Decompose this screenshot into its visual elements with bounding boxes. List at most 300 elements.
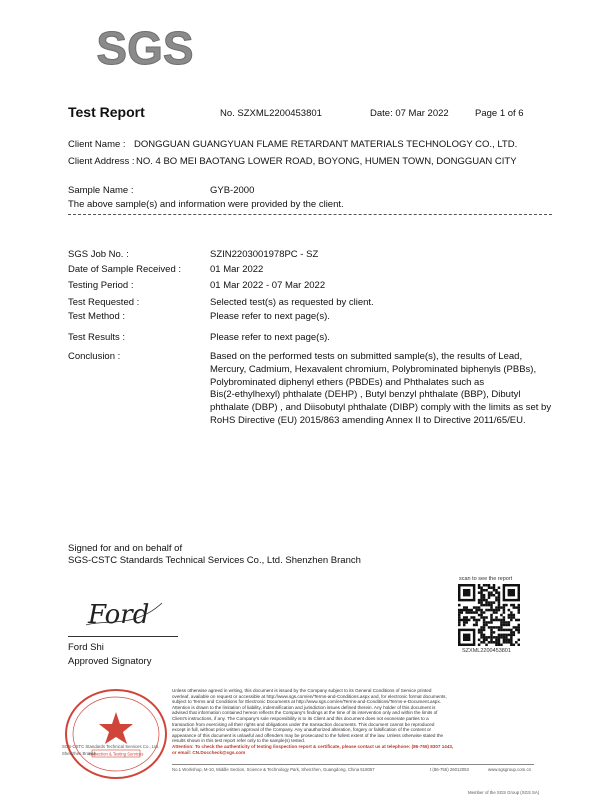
footer-address: No.1 Workshop, M-10, Middle Section, Science & Technology Park, Shenzhen, Guangdong, China 518057	[172, 767, 375, 772]
qr-module	[478, 631, 481, 634]
qr-module	[500, 634, 503, 637]
qr-module	[478, 609, 481, 612]
terms-line: Client's instructions, if any. The Company's sole responsibility is to its Client and this document does not exonerate parties to a	[172, 715, 429, 721]
qr-module	[478, 599, 481, 602]
qr-module	[485, 589, 488, 592]
client-name-value: DONGGUAN GUANGYUAN FLAME RETARDANT MATERIALS TECHNOLOGY CO., LTD.	[134, 139, 518, 150]
qr-module	[483, 634, 486, 637]
qr-module	[480, 599, 483, 602]
qr-module	[500, 619, 503, 622]
qr-module	[503, 604, 506, 607]
qr-module	[493, 641, 496, 644]
qr-module	[498, 626, 501, 629]
qr-module	[515, 619, 518, 622]
qr-module	[510, 641, 513, 644]
qr-module	[503, 629, 506, 632]
qr-module	[463, 616, 466, 619]
qr-module	[508, 641, 511, 644]
qr-module	[510, 631, 513, 634]
qr-module	[463, 621, 466, 624]
qr-module	[503, 621, 506, 624]
qr-module	[503, 619, 506, 622]
qr-module	[463, 606, 466, 609]
test-requested-label: Test Requested :	[68, 297, 140, 308]
qr-module	[505, 641, 508, 644]
qr-module	[478, 606, 481, 609]
test-results-label: Test Results :	[68, 332, 126, 343]
qr-module	[493, 636, 496, 639]
qr-module	[488, 594, 491, 597]
testing-period-value: 01 Mar 2022 - 07 Mar 2022	[210, 280, 326, 291]
qr-module	[500, 626, 503, 629]
section-divider	[68, 214, 552, 215]
qr-module	[483, 584, 486, 587]
qr-module	[513, 634, 516, 637]
qr-module	[495, 606, 498, 609]
qr-module	[495, 641, 498, 644]
qr-module	[465, 611, 468, 614]
qr-module	[458, 619, 461, 622]
sgs-logo-text: SGS	[96, 22, 194, 74]
conclusion-line: Bis(2-ethylhexyl) phthalate (DEHP) , Butyl benzyl phthalate (BBP), Dibutyl	[210, 389, 521, 401]
qr-module	[493, 631, 496, 634]
qr-module	[485, 616, 488, 619]
page-indicator: Page 1 of 6	[475, 108, 524, 119]
qr-module	[485, 636, 488, 639]
qr-module	[510, 644, 513, 646]
qr-module	[475, 606, 478, 609]
qr-module	[470, 616, 473, 619]
qr-module	[493, 626, 496, 629]
qr-module	[490, 634, 493, 637]
qr-module	[498, 596, 501, 599]
qr-module	[480, 609, 483, 612]
qr-module	[510, 636, 513, 639]
qr-module	[490, 631, 493, 634]
qr-module	[480, 634, 483, 637]
qr-module	[480, 589, 483, 592]
qr-module	[458, 611, 461, 614]
qr-module	[495, 596, 498, 599]
qr-module	[515, 641, 518, 644]
qr-module	[488, 591, 491, 594]
qr-module	[503, 624, 506, 627]
sample-name-value: GYB-2000	[210, 185, 255, 196]
qr-module	[508, 624, 511, 627]
qr-module	[470, 611, 473, 614]
qr-module	[503, 609, 506, 612]
qr-module	[480, 626, 483, 629]
qr-module	[475, 624, 478, 627]
qr-module	[483, 596, 486, 599]
qr-module	[488, 601, 491, 604]
qr-module	[510, 614, 513, 617]
qr-module	[498, 634, 501, 637]
terms-line: subject to Terms and Conditions for Electronic Documents at http://www.sgs.com/en/Terms-and-Conditions/Terms-e-Document.aspx.	[172, 699, 442, 705]
qr-module	[488, 641, 491, 644]
qr-module	[473, 619, 476, 622]
job-no-label: SGS Job No. :	[68, 249, 129, 260]
signatory-name: Ford Shi	[68, 642, 104, 653]
qr-module	[500, 621, 503, 624]
qr-module	[503, 639, 506, 642]
seal-branch-text: Shenzhen Branch	[62, 751, 97, 756]
qr-module	[460, 611, 463, 614]
sample-name-label: Sample Name :	[68, 185, 134, 196]
qr-module	[490, 609, 493, 612]
qr-module	[500, 644, 503, 646]
qr-module	[460, 609, 463, 612]
qr-module	[468, 611, 471, 614]
qr-module	[500, 624, 503, 627]
qr-module	[478, 629, 481, 632]
qr-module	[500, 606, 503, 609]
footer-divider	[172, 764, 534, 765]
qr-module	[483, 626, 486, 629]
qr-module	[518, 629, 520, 632]
qr-finder	[463, 589, 470, 596]
qr-module	[458, 614, 461, 617]
qr-module	[498, 599, 501, 602]
qr-module	[510, 604, 513, 607]
qr-module	[518, 604, 520, 607]
qr-module	[470, 609, 473, 612]
qr-module	[495, 636, 498, 639]
test-method-value: Please refer to next page(s).	[210, 311, 330, 322]
qr-module	[483, 621, 486, 624]
report-date: Date: 07 Mar 2022	[370, 108, 449, 119]
qr-module	[493, 586, 496, 589]
terms-line: Unless otherwise agreed in writing, this document is issued by the Company subject to its General Conditions of Service printed	[172, 688, 432, 693]
qr-module	[465, 619, 468, 622]
qr-module	[510, 611, 513, 614]
qr-module	[480, 629, 483, 632]
qr-module	[505, 629, 508, 632]
qr-module	[508, 614, 511, 617]
qr-module	[513, 616, 516, 619]
qr-module	[458, 616, 461, 619]
qr-code[interactable]	[458, 584, 520, 646]
qr-module	[508, 621, 511, 624]
qr-module	[495, 599, 498, 602]
qr-module	[505, 621, 508, 624]
qr-module	[465, 609, 468, 612]
qr-module	[478, 619, 481, 622]
qr-module	[485, 644, 488, 646]
qr-module	[505, 604, 508, 607]
qr-module	[478, 644, 481, 646]
qr-module	[498, 639, 501, 642]
qr-module	[485, 584, 488, 587]
qr-module	[508, 639, 511, 642]
qr-module	[498, 604, 501, 607]
qr-module	[480, 591, 483, 594]
report-number: No. SZXML2200453801	[220, 108, 322, 119]
qr-module	[463, 619, 466, 622]
qr-module	[490, 619, 493, 622]
qr-module	[490, 604, 493, 607]
qr-module	[488, 596, 491, 599]
qr-module	[485, 639, 488, 642]
qr-module	[493, 609, 496, 612]
testing-period-label: Testing Period :	[68, 280, 134, 291]
qr-module	[490, 629, 493, 632]
qr-module	[498, 644, 501, 646]
conclusion-line: phthalate (DBP) , and Diisobutyl phthalate (DIBP) comply with the limits as set by	[210, 402, 552, 414]
qr-module	[490, 614, 493, 617]
qr-module	[515, 606, 518, 609]
qr-module	[498, 609, 501, 612]
qr-module	[480, 616, 483, 619]
test-method-label: Test Method :	[68, 311, 126, 322]
qr-module	[478, 586, 481, 589]
qr-module	[483, 639, 486, 642]
qr-module	[508, 616, 511, 619]
qr-module	[473, 616, 476, 619]
qr-module	[508, 634, 511, 637]
footer-member: Member of the SGS Group (SGS SA)	[468, 790, 540, 795]
qr-module	[503, 636, 506, 639]
qr-module	[495, 611, 498, 614]
qr-module	[490, 606, 493, 609]
qr-module	[483, 624, 486, 627]
qr-module	[518, 639, 520, 642]
qr-module	[495, 616, 498, 619]
qr-module	[490, 594, 493, 597]
qr-module	[500, 629, 503, 632]
qr-module	[490, 639, 493, 642]
conclusion-label: Conclusion :	[68, 351, 121, 362]
footer-phone: t (86-755) 26012053	[430, 767, 469, 772]
terms-line: overleaf, available on request or accessible at http://www.sgs.com/en/Terms-and-Conditions.aspx and, for electronic format documents,	[172, 693, 447, 699]
qr-module	[475, 619, 478, 622]
qr-module	[513, 604, 516, 607]
qr-module	[480, 586, 483, 589]
qr-module	[480, 601, 483, 604]
qr-module	[505, 636, 508, 639]
qr-module	[513, 626, 516, 629]
qr-module	[483, 611, 486, 614]
qr-module	[483, 641, 486, 644]
qr-module	[510, 619, 513, 622]
qr-module	[503, 606, 506, 609]
qr-module	[465, 606, 468, 609]
company-seal	[62, 686, 170, 782]
qr-module	[518, 631, 520, 634]
qr-module	[498, 591, 501, 594]
qr-module	[463, 609, 466, 612]
terms-line: except in full, without prior written approval of the Company. Any unauthorized alteration, forgery or falsification of the content or	[172, 727, 432, 733]
qr-module	[518, 606, 520, 609]
qr-module	[515, 629, 518, 632]
qr-module	[473, 606, 476, 609]
qr-module	[475, 611, 478, 614]
client-address-value: NO. 4 BO MEI BAOTANG LOWER ROAD, BOYONG, HUMEN TOWN, DONGGUAN CITY	[136, 156, 517, 167]
qr-module	[495, 609, 498, 612]
signing-company: SGS-CSTC Standards Technical Services Co., Ltd. Shenzhen Branch	[68, 555, 361, 566]
qr-module	[478, 614, 481, 617]
seal-inner-text: Inspection & Testing Services	[88, 751, 144, 757]
conclusion-line: Mercury, Cadmium, Hexavalent chromium, Polybrominated biphenyls (PBBs),	[210, 363, 537, 375]
client-name-label: Client Name :	[68, 139, 126, 150]
qr-module	[478, 584, 481, 587]
qr-module	[503, 634, 506, 637]
qr-module	[478, 601, 481, 604]
qr-module	[483, 619, 486, 622]
qr-module	[498, 594, 501, 597]
qr-module	[488, 636, 491, 639]
conclusion-line: Polybrominated diphenyl ethers (PBDEs) and Phthalates such as	[210, 376, 485, 388]
qr-module	[490, 636, 493, 639]
handwritten-signature	[84, 595, 164, 631]
signature-glyphs: Ford	[88, 600, 150, 630]
qr-module	[510, 616, 513, 619]
qr-module	[518, 644, 520, 646]
terms-line: Attention is drawn to the limitation of liability, indemnification and jurisdiction issues defined therein. Any holder of this document is	[172, 704, 436, 710]
qr-module	[478, 639, 481, 642]
page-title: Test Report	[68, 104, 145, 120]
seal-company-text: SGS-CSTC Standards Technical Services Co., Ltd.	[62, 744, 160, 749]
qr-module	[510, 629, 513, 632]
qr-module	[495, 591, 498, 594]
qr-module	[490, 586, 493, 589]
job-no-value: SZIN2203001978PC - SZ	[210, 249, 319, 260]
qr-module	[460, 619, 463, 622]
qr-module	[483, 599, 486, 602]
qr-module	[493, 601, 496, 604]
qr-module	[458, 609, 461, 612]
qr-module	[485, 621, 488, 624]
qr-module	[485, 604, 488, 607]
qr-module	[478, 591, 481, 594]
qr-module	[493, 594, 496, 597]
terms-fine-print	[172, 688, 534, 755]
qr-module	[458, 621, 461, 624]
qr-module	[505, 639, 508, 642]
qr-module	[500, 614, 503, 617]
test-requested-value: Selected test(s) as requested by client.	[210, 297, 374, 308]
sample-note: The above sample(s) and information were provided by the client.	[68, 199, 344, 210]
qr-module	[498, 629, 501, 632]
qr-module	[490, 621, 493, 624]
qr-module	[518, 619, 520, 622]
qr-module	[458, 624, 461, 627]
qr-caption-top: scan to see the report	[459, 576, 513, 582]
date-received-label: Date of Sample Received :	[68, 264, 182, 275]
qr-module	[480, 596, 483, 599]
qr-module	[495, 644, 498, 646]
qr-module	[485, 599, 488, 602]
signatory-title: Approved Signatory	[68, 656, 152, 667]
qr-module	[463, 624, 466, 627]
qr-module	[488, 609, 491, 612]
qr-module	[480, 641, 483, 644]
conclusion-text	[210, 351, 552, 428]
qr-module	[488, 584, 491, 587]
qr-module	[515, 626, 518, 629]
sgs-logo	[92, 22, 198, 74]
qr-module	[468, 609, 471, 612]
qr-module	[480, 631, 483, 634]
qr-module	[498, 606, 501, 609]
terms-line: advised that information contained hereon reflects the Company's findings at the time of its intervention only and within the limits of	[172, 710, 438, 716]
qr-module	[490, 601, 493, 604]
qr-module	[518, 611, 520, 614]
qr-module	[503, 616, 506, 619]
qr-module	[518, 609, 520, 612]
qr-module	[495, 589, 498, 592]
qr-module	[513, 614, 516, 617]
qr-module	[488, 604, 491, 607]
qr-module	[508, 629, 511, 632]
qr-module	[495, 619, 498, 622]
qr-module	[488, 586, 491, 589]
qr-module	[495, 639, 498, 642]
qr-module	[480, 636, 483, 639]
conclusion-line: Based on the performed tests on submitted sample(s), the results of Lead,	[210, 351, 523, 362]
qr-module	[485, 601, 488, 604]
qr-module	[490, 641, 493, 644]
qr-module	[483, 589, 486, 592]
qr-module	[483, 636, 486, 639]
qr-finder	[463, 634, 470, 641]
qr-module	[493, 611, 496, 614]
qr-module	[465, 621, 468, 624]
qr-module	[493, 584, 496, 587]
terms-line: results shown in this test report refer only to the sample(s) tested.	[172, 738, 306, 744]
qr-module	[500, 636, 503, 639]
qr-module	[503, 641, 506, 644]
qr-module	[485, 624, 488, 627]
qr-module	[475, 621, 478, 624]
qr-module	[510, 634, 513, 637]
qr-module	[493, 619, 496, 622]
qr-module	[493, 589, 496, 592]
signature-line	[68, 636, 178, 637]
qr-module	[490, 626, 493, 629]
qr-module	[498, 619, 501, 622]
qr-module	[483, 594, 486, 597]
qr-module	[518, 626, 520, 629]
footer-website: www.sgsgroup.com.cn	[488, 767, 531, 772]
qr-module	[465, 616, 468, 619]
qr-module	[458, 604, 461, 607]
qr-module	[483, 604, 486, 607]
qr-module	[480, 611, 483, 614]
qr-module	[513, 606, 516, 609]
qr-module	[505, 624, 508, 627]
qr-module	[490, 616, 493, 619]
qr-module	[513, 631, 516, 634]
authenticity-email: or email: CN.Doccheck@sgs.com	[172, 749, 246, 755]
qr-module	[480, 614, 483, 617]
qr-module	[483, 629, 486, 632]
qr-finder	[508, 589, 515, 596]
terms-line: transaction from exercising all their rights and obligations under the transaction documents. This document cannot be reproduced	[172, 721, 435, 727]
qr-module	[473, 611, 476, 614]
qr-module	[498, 641, 501, 644]
qr-module	[498, 636, 501, 639]
qr-module	[483, 616, 486, 619]
qr-module	[480, 594, 483, 597]
qr-module	[488, 626, 491, 629]
qr-module	[473, 624, 476, 627]
test-results-value: Please refer to next page(s).	[210, 332, 330, 343]
qr-module	[510, 639, 513, 642]
conclusion-line: RoHS Directive (EU) 2015/863 amending Annex II to Directive 2011/65/EU.	[210, 414, 526, 426]
terms-line: appearance of this document is unlawful and offenders may be prosecuted to the fullest extent of the law. Unless otherwise stated the	[172, 732, 444, 738]
qr-module	[505, 634, 508, 637]
